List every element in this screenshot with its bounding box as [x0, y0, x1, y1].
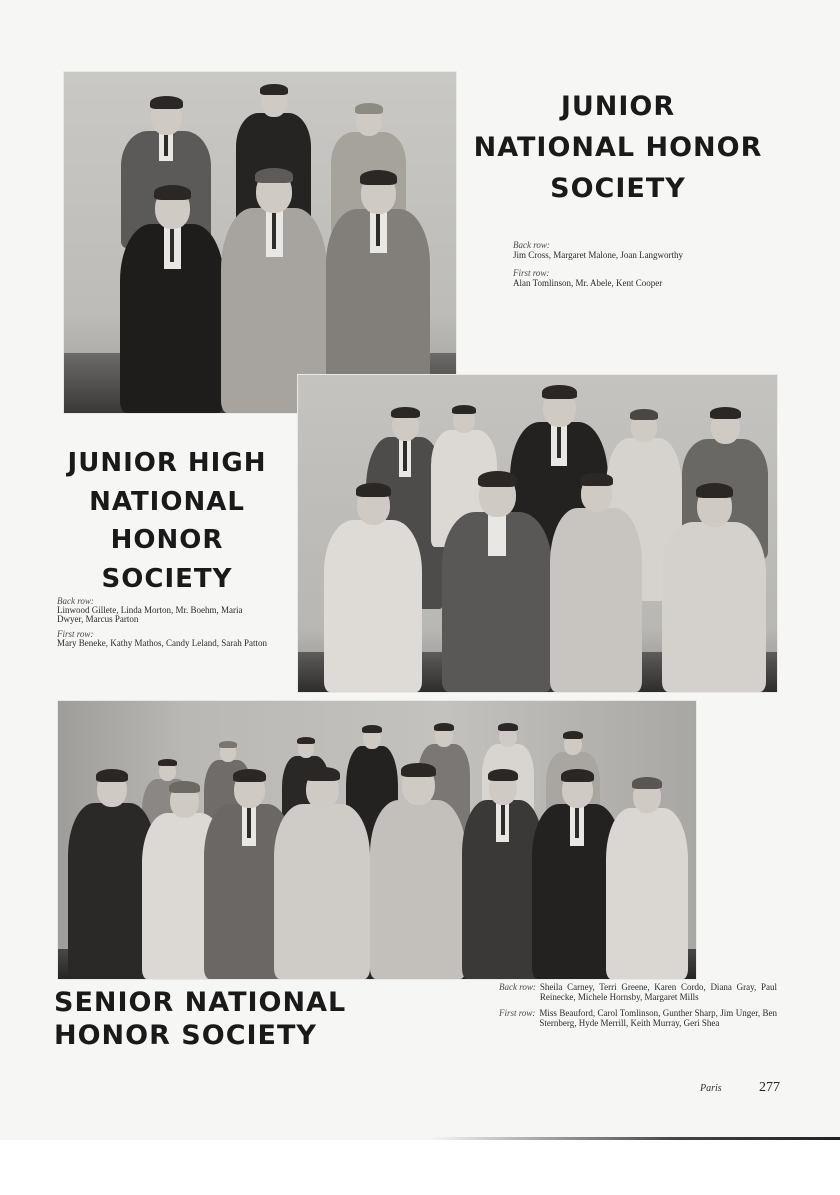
school-name: Paris [700, 1083, 722, 1094]
back-row-label: Back row: [513, 240, 550, 250]
back-row-names: Jim Cross, Margaret Malone, Joan Langworthy [513, 250, 684, 260]
junior-nhs-title [462, 86, 774, 209]
title-line: HONOR [110, 525, 224, 555]
person-figure [120, 187, 224, 413]
first-row-names: Alan Tomlinson, Mr. Abele, Kent Cooper [513, 278, 663, 288]
person-figure [370, 765, 466, 979]
page-edge-shadow [430, 1137, 840, 1140]
title-line: SENIOR NATIONAL [54, 987, 347, 1018]
junior-nhs-photo [63, 71, 457, 414]
back-row-names: Sheila Carney, Terri Greene, Karen Cordo, Diana Gray, Paul Reinecke, Michele Hornsby, Margaret Mills [539, 982, 777, 1002]
person-figure [324, 485, 422, 692]
junior-high-nhs-photo [297, 374, 778, 693]
person-figure [662, 485, 766, 692]
senior-nhs-photo [57, 700, 697, 980]
back-row-label: Back row: [499, 982, 536, 992]
person-figure [274, 769, 370, 979]
first-row-names: Miss Beauford, Carol Tomlinson, Gunther Sharp, Jim Unger, Ben Sternberg, Hyde Merrill, Keith Murray, Geri Shea [539, 1008, 777, 1028]
page-folio [700, 1080, 780, 1096]
title-line: HONOR SOCIETY [54, 1020, 317, 1051]
person-figure [326, 172, 430, 392]
title-line: NATIONAL [89, 486, 245, 517]
junior-high-nhs-title [52, 444, 282, 598]
title-line: JUNIOR [560, 91, 676, 122]
person-figure [606, 779, 688, 979]
first-row-label: First row: [57, 629, 94, 639]
person-figure [442, 473, 552, 692]
junior-nhs-caption [513, 240, 733, 288]
page-number: 277 [759, 1080, 780, 1095]
first-row-label: First row: [499, 1008, 536, 1018]
title-line: SOCIETY [550, 173, 686, 204]
back-row-label: Back row: [57, 596, 94, 606]
junior-high-nhs-caption [57, 597, 267, 648]
first-row-label: First row: [513, 268, 550, 278]
title-line: JUNIOR HIGH [67, 448, 267, 478]
senior-nhs-caption [499, 982, 777, 1028]
person-figure [550, 475, 642, 692]
title-line: SOCIETY [101, 563, 233, 594]
title-line: NATIONAL HONOR [473, 132, 763, 163]
first-row-names: Mary Beneke, Kathy Mathos, Candy Leland, Sarah Patton [57, 638, 267, 648]
back-row-names: Linwood Gillete, Linda Morton, Mr. Boehm, Maria Dwyer, Marcus Parton [57, 605, 243, 624]
senior-nhs-title [54, 986, 364, 1052]
